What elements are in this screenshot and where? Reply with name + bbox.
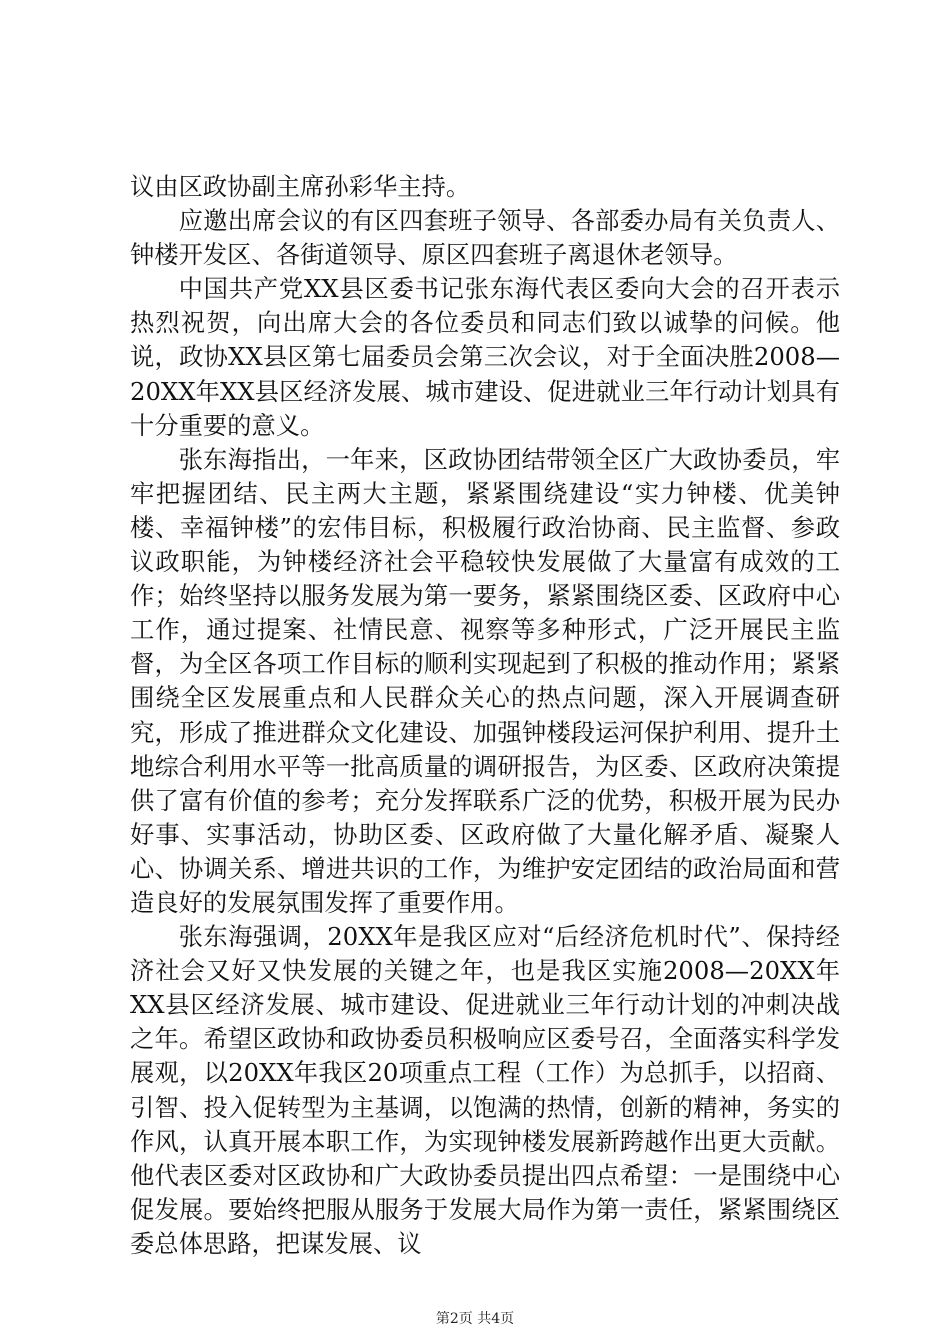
document-body <box>130 170 840 1261</box>
paragraph-2: 应邀出席会议的有区四套班子领导、各部委办局有关负责人、钟楼开发区、各街道领导、原区四套班子离退休老领导。 <box>130 206 840 270</box>
page-number: 第2页 共4页 <box>435 1311 515 1327</box>
paragraph-1: 议由区政协副主席孙彩华主持。 <box>130 172 471 201</box>
paragraph-5: 张东海强调，20XX年是我区应对“后经济危机时代”、保持经济社会又好又快发展的关键之年，也是我区实施2008—20XX年XX县区经济发展、城市建设、促进就业三年行动计划的冲刺决战之年。希望区政协和政协委员积极响应区委号召，全面落实科学发展观，以20XX年我区20项重点工程（工作）为总抓手，以招商、引智、投入促转型为主基调，以饱满的热情，创新的精神，务实的作风，认真开展本职工作，为实现钟楼发展新跨越作出更大贡献。他代表区委对区政协和广大政协委员提出四点希望：一是围绕中心促发展。要始终把服从服务于发展大局作为第一责任，紧紧围绕区委总体思路，把谋发展、议 <box>130 922 840 1258</box>
page-footer <box>0 1308 950 1328</box>
paragraph-3: 中国共产党XX县区委书记张东海代表区委向大会的召开表示热烈祝贺，向出席大会的各位委员和同志们致以诚挚的问候。他说，政协XX县区第七届委员会第三次会议，对于全面决胜2008—20XX年XX县区经济发展、城市建设、促进就业三年行动计划具有十分重要的意义。 <box>130 274 840 440</box>
paragraph-4: 张东海指出，一年来，区政协团结带领全区广大政协委员，牢牢把握团结、民主两大主题，紧紧围绕建设“实力钟楼、优美钟楼、幸福钟楼”的宏伟目标，积极履行政治协商、民主监督、参政议政职能，为钟楼经济社会平稳较快发展做了大量富有成效的工作；始终坚持以服务发展为第一要务，紧紧围绕区委、区政府中心工作，通过提案、社情民意、视察等多种形式，广泛开展民主监督，为全区各项工作目标的顺利实现起到了积极的推动作用；紧紧围绕全区发展重点和人民群众关心的热点问题，深入开展调查研究，形成了推进群众文化建设、加强钟楼段运河保护利用、提升土地综合利用水平等一批高质量的调研报告，为区委、区政府决策提供了富有价值的参考；充分发挥联系广泛的优势，积极开展为民办好事、实事活动，协助区委、区政府做了大量化解矛盾、凝聚人心、协调关系、增进共识的工作，为维护安定团结的政治局面和营造良好的发展氛围发挥了重要作用。 <box>130 444 840 917</box>
